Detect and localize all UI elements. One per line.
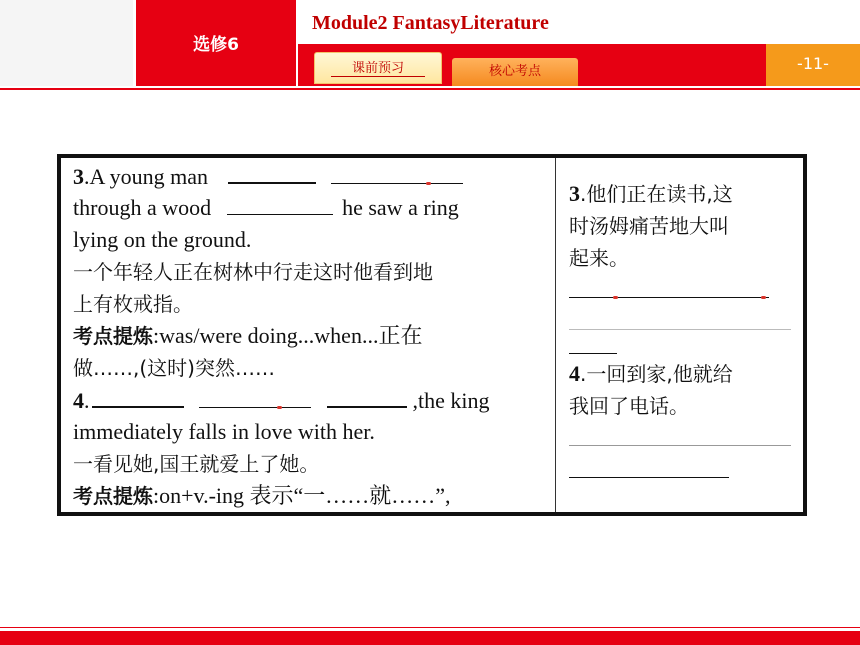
red-mark — [277, 406, 282, 409]
page-number-box — [766, 44, 860, 86]
r4-line-2: 我回了电话。 — [569, 394, 689, 418]
page-number: -11- — [797, 54, 829, 73]
hint-label: 考点提炼 — [73, 324, 153, 348]
answer-rule — [569, 297, 769, 298]
q4-chinese: 一看见她,国王就爱上了她。 — [73, 452, 320, 476]
answer-rule-faint — [569, 445, 791, 446]
r4-number: 4 — [569, 361, 580, 386]
r3-line-1 — [569, 178, 794, 210]
q3-line-1 — [73, 160, 545, 192]
r3-line-2: 时汤姆痛苦地大叫 — [569, 214, 729, 238]
q3-hint-1: :was/were doing...when...正在 — [153, 323, 423, 348]
q3-blank-1[interactable] — [228, 160, 316, 184]
q4-hint: :on+v.-ing 表示“一……就……”, — [153, 483, 451, 508]
q3-line-3: lying on the ground. — [73, 227, 252, 252]
course-label-panel — [136, 0, 296, 86]
left-column — [73, 160, 545, 512]
r3-number: 3 — [569, 181, 580, 206]
q3-hint-line-2: 做……,(这时)突然…… — [73, 356, 275, 380]
course-label: 选修6 — [193, 35, 239, 55]
right-column — [569, 178, 794, 486]
q3-text-1: .A young man — [84, 164, 209, 189]
q3-text-3: he saw a ring — [342, 195, 459, 220]
answer-rule-short — [569, 353, 617, 354]
header-left-panel — [0, 0, 133, 86]
q4-number: 4 — [73, 388, 84, 413]
exercise-table — [57, 154, 807, 516]
r4-answer-2[interactable] — [569, 454, 794, 486]
q3-number: 3 — [73, 164, 84, 189]
column-divider — [555, 158, 556, 512]
q3-line-2 — [73, 192, 545, 224]
q4-line-1: 4. ,the king — [73, 384, 545, 416]
red-mark — [613, 296, 618, 299]
r4-answer-1[interactable] — [569, 422, 794, 454]
module-title: Module2 FantasyLiterature — [312, 12, 549, 34]
header-divider — [0, 88, 860, 90]
red-mark — [426, 182, 431, 185]
tab-preview[interactable]: 课前预习 — [314, 52, 442, 84]
q3-text-2: through a wood — [73, 195, 212, 220]
q4-text-1: ,the king — [412, 388, 490, 413]
r3-line-3: 起来。 — [569, 246, 629, 270]
r3-text-1: .他们正在读书,这 — [580, 182, 733, 206]
q4-hint-line — [73, 480, 545, 512]
answer-rule-faint — [569, 329, 791, 330]
tab-key-points[interactable]: 核心考点 — [452, 58, 578, 86]
q3-blank-2[interactable] — [331, 161, 463, 184]
q4-blank-1[interactable] — [92, 384, 184, 408]
red-mark — [761, 296, 766, 299]
r4-line-1 — [569, 358, 794, 390]
q3-hint-line-1 — [73, 320, 545, 352]
r4-text-1: .一回到家,他就给 — [580, 362, 733, 386]
footer-bar — [0, 631, 860, 645]
r3-answer-3[interactable] — [569, 338, 794, 358]
hint-label-2: 考点提炼 — [73, 484, 153, 508]
q3-chinese-2: 上有枚戒指。 — [73, 292, 193, 316]
title-area — [298, 0, 860, 44]
q3-chinese-1: 一个年轻人正在树林中行走这时他看到地 — [73, 260, 433, 284]
r3-answer-1[interactable] — [569, 274, 794, 306]
answer-rule — [569, 477, 729, 478]
q3-blank-3[interactable] — [227, 192, 333, 215]
q4-blank-3[interactable] — [327, 384, 407, 408]
r3-answer-2[interactable] — [569, 306, 794, 338]
footer-line — [0, 627, 860, 628]
q4-blank-2[interactable] — [199, 385, 311, 408]
q4-line-2: immediately falls in love with her. — [73, 419, 375, 444]
